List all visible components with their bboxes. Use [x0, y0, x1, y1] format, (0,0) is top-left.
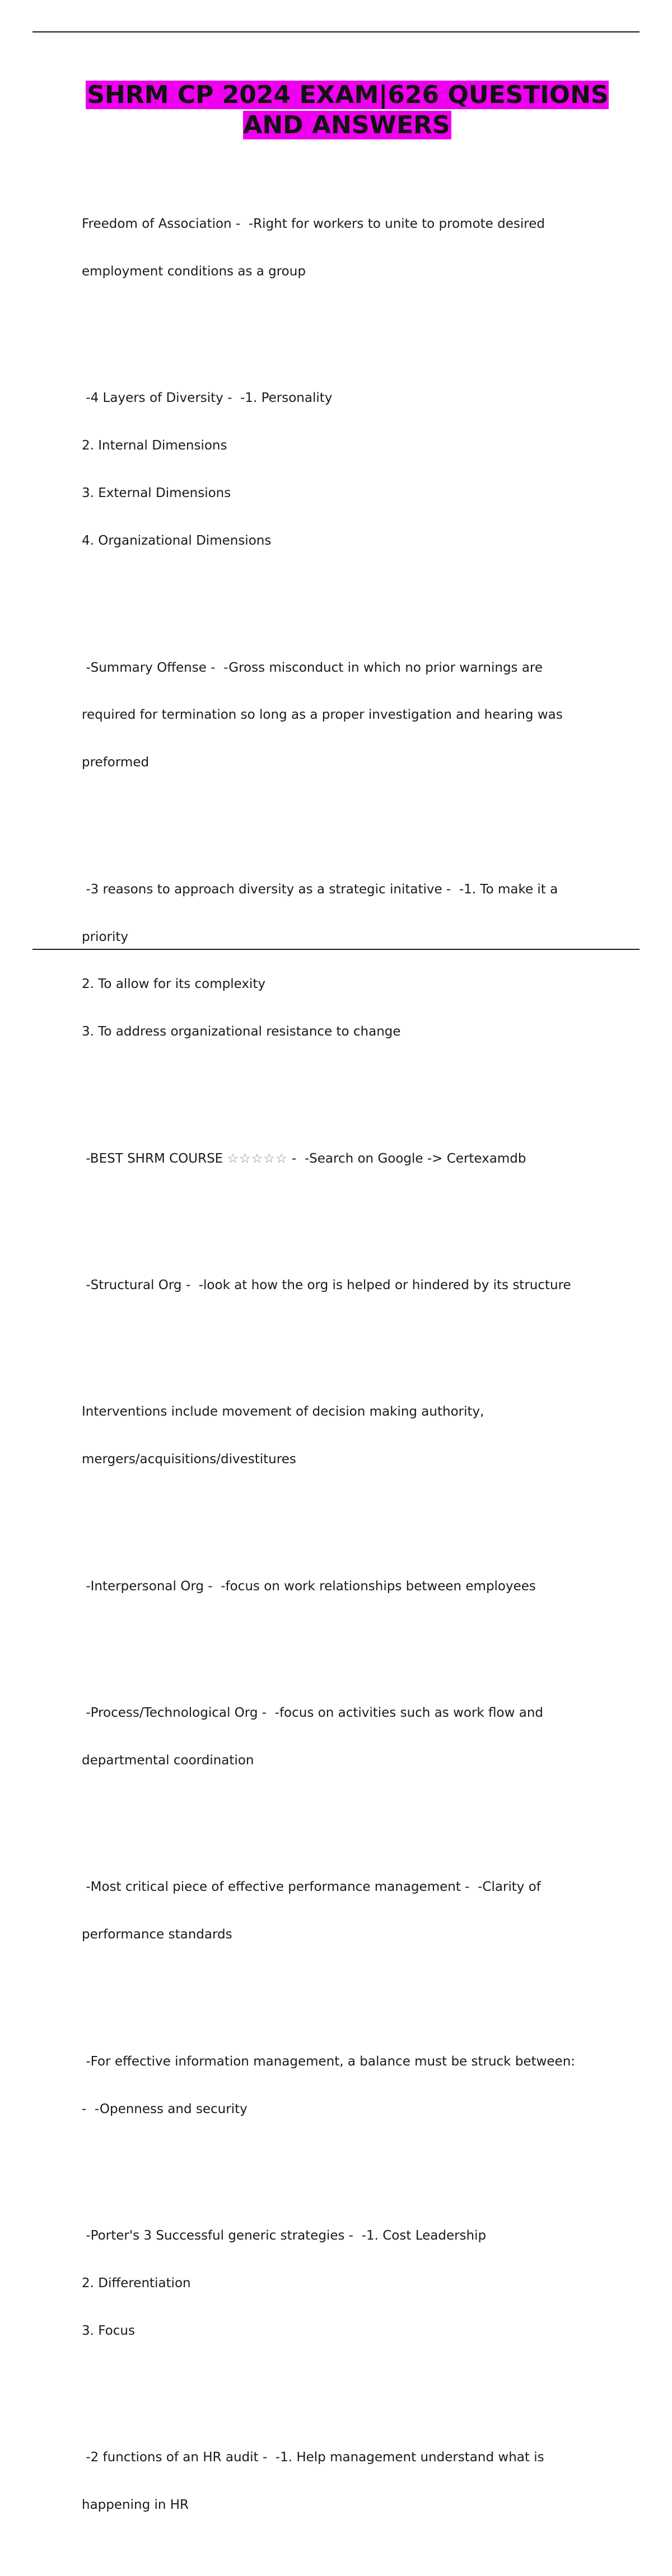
promo-text: -BEST SHRM COURSE: [82, 1151, 227, 1166]
footer-rule: [32, 949, 640, 950]
qa-entry: [82, 359, 608, 580]
entry-line: -Porter's 3 Successful generic strategies - -1. Cost Leadership: [82, 2228, 487, 2243]
entry-line: performance standards: [82, 1927, 232, 1942]
entry-line: -3 reasons to approach diversity as a strategic initative - -1. To make it a: [82, 882, 558, 897]
entry-line: -2 functions of an HR audit - -1. Help management understand what is: [82, 2450, 544, 2465]
promo-line: [82, 1151, 608, 1167]
qa-entry: [82, 628, 608, 802]
entry-line: Freedom of Association - -Right for workers to unite to promote desired: [82, 217, 545, 232]
entry-line: happening in HR: [82, 2497, 189, 2512]
entry-line: 2. Differentiation: [82, 2275, 191, 2291]
entry-line: 3. External Dimensions: [82, 486, 231, 501]
qa-entry: [82, 1373, 608, 1499]
qa-entry: [82, 1848, 608, 1974]
title-block: [78, 80, 616, 140]
qa-entry: [82, 1674, 608, 1800]
entry-line: required for termination so long as a proper investigation and hearing was: [82, 708, 563, 723]
entry-line: preformed: [82, 755, 150, 770]
entry-line: departmental coordination: [82, 1753, 254, 1768]
qa-entry: [82, 2418, 608, 2544]
document-title: [78, 80, 616, 140]
title-highlight: SHRM CP 2024 EXAM|626 QUESTIONS AND ANSWERS: [87, 81, 609, 139]
entry-line: -4 Layers of Diversity - -1. Personality: [82, 391, 333, 406]
qa-entry: [82, 1245, 608, 1324]
qa-entry: [82, 2022, 608, 2148]
qa-list: [82, 153, 608, 2576]
qa-entry: [82, 2196, 608, 2370]
entry-line: priority: [82, 929, 128, 944]
entry-line: -Summary Offense - -Gross misconduct in which no prior warnings are: [82, 660, 543, 675]
header-rule: [32, 31, 640, 32]
entry-line: mergers/acquisitions/divestitures: [82, 1452, 296, 1467]
promo-text: - -Search on Google -> Certexamdb: [287, 1151, 526, 1166]
entry-line: 3. Focus: [82, 2323, 135, 2338]
entry-line: -Process/Technological Org - -focus on activities such as work flow and: [82, 1706, 544, 1721]
entry-line: -Structural Org - -look at how the org is helped or hindered by its structure: [82, 1278, 571, 1293]
entry-line: Interventions include movement of decision making authority,: [82, 1404, 484, 1420]
promo-entry: [82, 1119, 608, 1198]
entry-line: -Most critical piece of effective performance management - -Clarity of: [82, 1880, 541, 1895]
qa-entry: [82, 850, 608, 1071]
entry-line: 4. Organizational Dimensions: [82, 533, 272, 549]
star-rating-icon: ☆☆☆☆☆: [227, 1151, 288, 1166]
entry-line: 3. To address organizational resistance to change: [82, 1024, 401, 1039]
entry-line: 2. To allow for its complexity: [82, 977, 265, 992]
entry-line: -Interpersonal Org - -focus on work relationships between employees: [82, 1579, 536, 1594]
entry-line: - -Openness and security: [82, 2101, 248, 2116]
entry-line: 2. Internal Dimensions: [82, 438, 227, 453]
entry-line: -For effective information management, a balance must be struck between:: [82, 2054, 576, 2069]
entry-line: employment conditions as a group: [82, 264, 306, 279]
qa-entry: [82, 185, 608, 311]
qa-entry: [82, 1547, 608, 1626]
